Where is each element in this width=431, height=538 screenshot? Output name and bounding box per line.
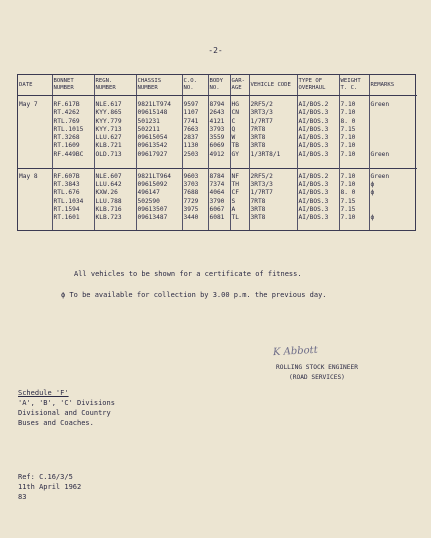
document-date: 11th April 1962 xyxy=(18,483,82,491)
header-date: DATE xyxy=(18,75,52,96)
vehicle-code-cell: 2RF5/2 3RT3/3 1/7RT7 7RT8 3RT8 3RT8 1/3RT8/1 xyxy=(249,96,297,169)
signatory-title xyxy=(276,363,358,383)
chassis-cell: 9821LT964 09615092 496147 502590 09613507 09613487 xyxy=(136,168,182,230)
header-chassis: CHASSIS NUMBER xyxy=(136,75,182,96)
garage-cell: HG CN C Q W TB GY xyxy=(230,96,249,169)
reference-number: Ref: C.16/3/5 xyxy=(18,473,73,481)
header-vehicle-code: VEHICLE CODE xyxy=(249,75,297,96)
header-weight: WEIGHT T. C. xyxy=(339,75,369,96)
weight-cell: 7.10 7.10 8. 0 7.15 7.15 7.10 xyxy=(339,168,369,230)
header-bonnet: BONNET NUMBER xyxy=(52,75,94,96)
group-date: May 7 xyxy=(19,101,38,108)
signature: K Abbott xyxy=(272,344,318,359)
page-number: -2- xyxy=(208,46,223,55)
co-cell: 9597 1107 7741 7663 2837 1130 2503 xyxy=(182,96,208,169)
schedule-line: 'A', 'B', 'C' Divisions xyxy=(18,399,115,407)
header-remarks: REMARKS xyxy=(369,75,417,96)
bonnet-cell: RF.607B RT.3843 RTL.676 RTL.1034 RT.1594 RT.1601 xyxy=(52,168,94,230)
header-regn: REGN. NUMBER xyxy=(94,75,136,96)
header-garage: GAR-AGE xyxy=(230,75,249,96)
signatory-title-line: ROLLING STOCK ENGINEER xyxy=(276,364,358,371)
overhaul-cell: AI/BOS.2 AI/BOS.3 AI/BOS.3 AI/BOS.3 AI/BOS.3 AI/BOS.3 AI/BOS.3 xyxy=(297,96,339,169)
vehicle-table xyxy=(17,74,416,231)
remarks-cell: Green ϕ ϕ ϕ xyxy=(369,168,417,230)
overhaul-cell: AI/BOS.2 AI/BOS.3 AI/BOS.3 AI/BOS.3 AI/BOS.3 AI/BOS.3 xyxy=(297,168,339,230)
schedule-line: Buses and Coaches. xyxy=(18,419,94,427)
header-body: BODY NO. xyxy=(208,75,230,96)
chassis-cell: 9821LT974 09615148 501231 502211 09615054 09613542 09617927 xyxy=(136,96,182,169)
vehicle-code-cell: 2RF5/2 3RT3/3 1/7RT7 7RT8 3RT8 3RT8 xyxy=(249,168,297,230)
remarks-cell: Green Green xyxy=(369,96,417,169)
header-co: C.O. NO. xyxy=(182,75,208,96)
reference-block xyxy=(18,472,81,502)
signatory-department-line: (ROAD SERVICES) xyxy=(289,374,345,381)
header-overhaul: TYPE OF OVERHAUL xyxy=(297,75,339,96)
schedule-title: Schedule 'F' xyxy=(18,389,69,397)
schedule-line: Divisional and Country xyxy=(18,409,111,417)
table-row-group-may-7 xyxy=(18,96,417,169)
body-cell: 8784 7374 4064 3790 6067 6081 xyxy=(208,168,230,230)
body-cell: 8794 2643 4121 3793 3559 6069 4912 xyxy=(208,96,230,169)
regn-cell: NLE.607 LLU.642 KXW.26 LLU.788 KLB.716 KLB.723 xyxy=(94,168,136,230)
document-code: 83 xyxy=(18,493,27,501)
certificate-note: All vehicles to be shown for a certificate of fitness. xyxy=(74,270,302,278)
co-cell: 9603 3703 7688 7729 3975 3440 xyxy=(182,168,208,230)
table-row-group-may-8 xyxy=(18,168,417,230)
garage-cell: NF TH CF S A TL xyxy=(230,168,249,230)
weight-cell: 7.10 7.10 8. 0 7.15 7.10 7.10 7.10 xyxy=(339,96,369,169)
regn-cell: NLE.617 KYY.865 KYY.779 KYY.713 LLU.627 KLB.721 OLD.713 xyxy=(94,96,136,169)
bonnet-cell: RF.617B RT.4262 RTL.769 RTL.1015 RT.3268 RT.1609 RF.449BC xyxy=(52,96,94,169)
group-date: May 8 xyxy=(18,168,52,230)
table-header-row xyxy=(18,75,417,96)
schedule-block xyxy=(18,388,115,428)
collection-note: ϕ To be available for collection by 3.00 p.m. the previous day. xyxy=(61,291,327,299)
